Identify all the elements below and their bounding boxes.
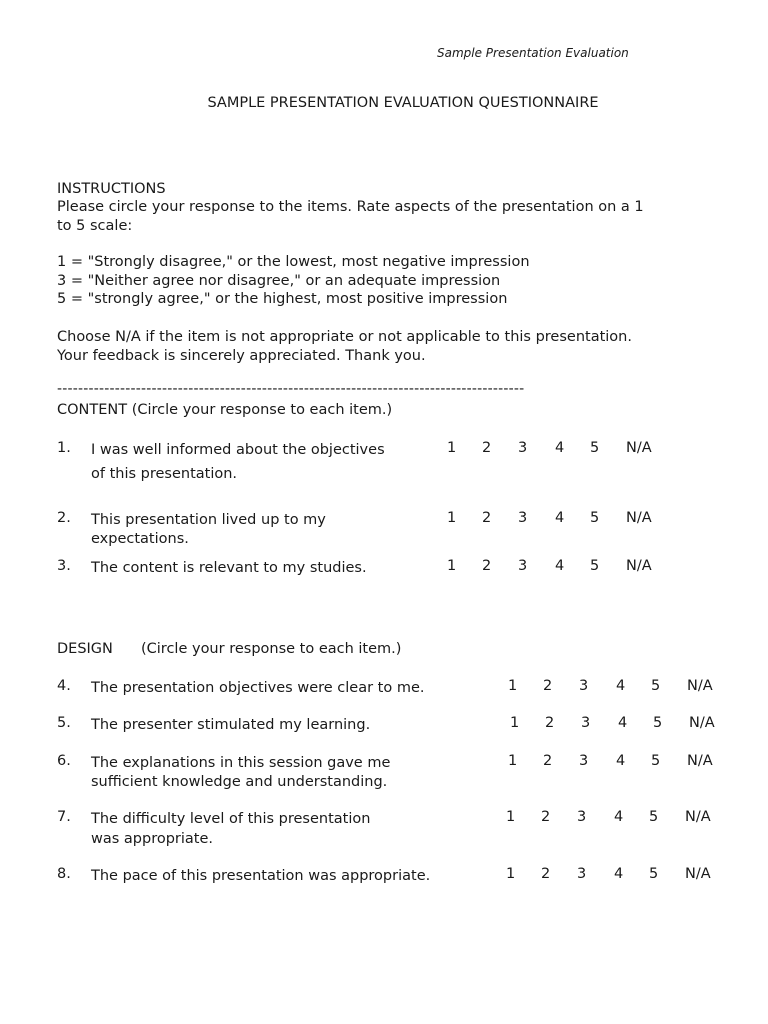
rating-option-4[interactable]: 4	[614, 866, 624, 882]
scale-item: 3 = "Neither agree nor disagree," or an adequate impression	[57, 272, 501, 289]
instructions-heading: INSTRUCTIONS	[57, 181, 166, 197]
question-text-continued: sufficient knowledge and understanding.	[91, 774, 388, 790]
question-text-continued: expectations.	[91, 531, 189, 547]
rating-option-5[interactable]: 5	[590, 440, 600, 456]
rating-option-5[interactable]: 5	[653, 715, 663, 731]
rating-option-1[interactable]: 1	[447, 510, 457, 526]
closing-note	[57, 328, 697, 365]
question-number: 6.	[57, 753, 71, 769]
design-heading-instruction: (Circle your response to each item.)	[141, 641, 402, 657]
rating-option-1[interactable]: 1	[506, 809, 516, 825]
rating-option-3[interactable]: 3	[579, 753, 589, 769]
rating-option-3[interactable]: 3	[577, 809, 587, 825]
scale-item: 1 = "Strongly disagree," or the lowest, most negative impression	[57, 254, 530, 270]
question-number: 3.	[57, 558, 71, 574]
rating-option-4[interactable]: 4	[555, 558, 565, 574]
design-section-heading	[57, 641, 402, 657]
rating-option-4[interactable]: 4	[555, 440, 565, 456]
question-text: The pace of this presentation was appropriate.	[91, 868, 431, 884]
rating-option-5[interactable]: 5	[649, 866, 659, 882]
content-heading-label: CONTENT (	[57, 402, 138, 418]
rating-option-1[interactable]: 1	[508, 753, 518, 769]
rating-option-4[interactable]: 4	[614, 809, 624, 825]
rating-option-1[interactable]: 1	[506, 866, 516, 882]
rating-option-2[interactable]: 2	[482, 440, 492, 456]
rating-option-na[interactable]: N/A	[687, 753, 713, 769]
content-heading-instruction: Circle your response to each item.)	[137, 402, 393, 418]
rating-option-2[interactable]: 2	[482, 558, 492, 574]
instructions-line-2: to 5 scale:	[57, 217, 133, 234]
instructions-line-1: Please circle your response to the items. Rate aspects of the presentation on a 1	[57, 199, 644, 215]
rating-option-4[interactable]: 4	[618, 715, 628, 731]
question-text: The content is relevant to my studies.	[91, 560, 367, 576]
rating-option-2[interactable]: 2	[541, 866, 551, 882]
rating-option-na[interactable]: N/A	[626, 440, 652, 456]
rating-option-4[interactable]: 4	[616, 678, 626, 694]
design-heading-label: DESIGN	[57, 641, 113, 657]
question-number: 1.	[57, 440, 71, 456]
page-title: SAMPLE PRESENTATION EVALUATION QUESTIONNAIRE	[207, 95, 599, 111]
scale-legend	[57, 253, 697, 309]
rating-option-1[interactable]: 1	[447, 440, 457, 456]
rating-option-5[interactable]: 5	[590, 558, 600, 574]
rating-option-5[interactable]: 5	[649, 809, 659, 825]
closing-line-2: Your feedback is sincerely appreciated. Thank you.	[57, 347, 426, 364]
instructions-body	[57, 198, 687, 235]
question-text-continued: was appropriate.	[91, 831, 214, 847]
rating-option-na[interactable]: N/A	[626, 510, 652, 526]
rating-option-5[interactable]: 5	[651, 753, 661, 769]
rating-option-5[interactable]: 5	[651, 678, 661, 694]
question-number: 7.	[57, 809, 71, 825]
section-divider: -----------------------------------------------------------------------------------------	[57, 381, 525, 397]
question-text: The difficulty level of this presentation	[91, 811, 371, 827]
rating-option-na[interactable]: N/A	[626, 558, 652, 574]
rating-option-3[interactable]: 3	[579, 678, 589, 694]
question-text: This presentation lived up to my	[91, 512, 326, 528]
running-header: Sample Presentation Evaluation	[437, 46, 629, 60]
question-number: 2.	[57, 510, 71, 526]
rating-option-2[interactable]: 2	[541, 809, 551, 825]
rating-option-3[interactable]: 3	[518, 558, 528, 574]
rating-option-1[interactable]: 1	[447, 558, 457, 574]
rating-option-4[interactable]: 4	[616, 753, 626, 769]
rating-option-2[interactable]: 2	[543, 678, 553, 694]
rating-option-na[interactable]: N/A	[687, 678, 713, 694]
rating-option-na[interactable]: N/A	[685, 809, 711, 825]
rating-option-4[interactable]: 4	[555, 510, 565, 526]
question-number: 8.	[57, 866, 71, 882]
rating-option-2[interactable]: 2	[543, 753, 553, 769]
rating-option-5[interactable]: 5	[590, 510, 600, 526]
question-text: The explanations in this session gave me	[91, 755, 391, 771]
closing-line-1: Choose N/A if the item is not appropriate or not applicable to this presentation.	[57, 329, 632, 345]
rating-option-3[interactable]: 3	[581, 715, 591, 731]
question-text: I was well informed about the objectives	[91, 442, 385, 458]
question-number: 5.	[57, 715, 71, 731]
rating-option-3[interactable]: 3	[577, 866, 587, 882]
question-text-continued: of this presentation.	[91, 466, 238, 482]
rating-option-2[interactable]: 2	[482, 510, 492, 526]
question-text: The presenter stimulated my learning.	[91, 717, 371, 733]
rating-option-1[interactable]: 1	[510, 715, 520, 731]
rating-option-1[interactable]: 1	[508, 678, 518, 694]
content-section-heading	[57, 402, 392, 418]
question-number: 4.	[57, 678, 71, 694]
rating-option-3[interactable]: 3	[518, 440, 528, 456]
question-text: The presentation objectives were clear to me.	[91, 680, 425, 696]
rating-option-na[interactable]: N/A	[689, 715, 715, 731]
scale-item: 5 = "strongly agree," or the highest, most positive impression	[57, 291, 508, 307]
rating-option-na[interactable]: N/A	[685, 866, 711, 882]
rating-option-2[interactable]: 2	[545, 715, 555, 731]
rating-option-3[interactable]: 3	[518, 510, 528, 526]
